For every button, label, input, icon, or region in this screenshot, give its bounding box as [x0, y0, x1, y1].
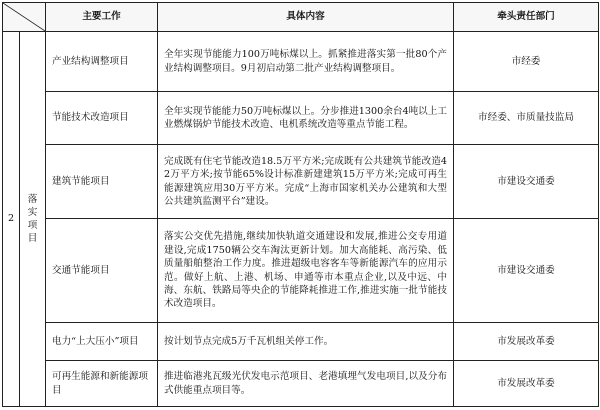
project-name: 节能技术改造项目 — [46, 92, 158, 145]
project-content: 全年实现节能能力100万吨标煤以上。抓紧推进落实第一批80个产业结构调整项目。9月初启动第二批产业结构调整项目。 — [158, 32, 454, 92]
table-row — [3, 361, 599, 407]
responsible-dept: 市建设交通委 — [454, 145, 599, 219]
project-content: 推进临港兆瓦级光伏发电示范项目、老港填埋气发电项目,以及分布式供能重点项目等。 — [158, 361, 454, 407]
diagonal-header-cell — [3, 3, 46, 32]
project-content: 按计划节点完成5万千瓦机组关停工作。 — [158, 323, 454, 361]
project-name: 建筑节能项目 — [46, 145, 158, 219]
project-name: 可再生能源和新能源项目 — [46, 361, 158, 407]
table-header-row — [3, 3, 599, 32]
responsible-dept: 市建设交通委 — [454, 219, 599, 323]
row-number: 2 — [3, 32, 20, 407]
responsible-dept: 市经委 — [454, 32, 599, 92]
table-row — [3, 145, 599, 219]
category-cell — [20, 32, 46, 407]
diagonal-line — [3, 3, 45, 31]
responsible-dept: 市发展改革委 — [454, 361, 599, 407]
table-row — [3, 219, 599, 323]
table-row — [3, 32, 599, 92]
project-name: 产业结构调整项目 — [46, 32, 158, 92]
project-name: 交通节能项目 — [46, 219, 158, 323]
project-name: 电力“上大压小”项目 — [46, 323, 158, 361]
header-dept: 牵头责任部门 — [454, 3, 599, 32]
table-row — [3, 92, 599, 145]
project-content: 全年实现节能能力50万吨标煤以上。分步推进1300余台4吨以上工业燃煤锅炉节能技术改造、电机系统改造等重点节能工程。 — [158, 92, 454, 145]
category-label: 落实项目 — [27, 194, 38, 244]
header-content: 具体内容 — [158, 3, 454, 32]
project-content: 落实公交优先措施,继续加快轨道交通建设和发展,推进公交专用道建设,完成1750辆公交车淘汰更新计划。加大高能耗、高污染、低质量船舶整治工作力度。推进超级电容客车等新能源汽车的应用示范。做好上航、上港、机场、申通等市本重点企业,以及中远、中海、东航、铁路局等央企的节能降耗推进工作,推进实施一批节能技术改造项目。 — [158, 219, 454, 323]
table-row — [3, 323, 599, 361]
header-main-work: 主要工作 — [46, 3, 158, 32]
project-content: 完成既有住宅节能改造18.5万平方米;完成既有公共建筑节能改造42万平方米;按节能65%设计标准新建建筑15万平方米;完成可再生能源建筑应用30万平方米。完成“上海市国家机关办公建筑和大型公共建筑监测平台”建设。 — [158, 145, 454, 219]
responsible-dept: 市发展改革委 — [454, 323, 599, 361]
responsible-dept: 市经委、市质量技监局 — [454, 92, 599, 145]
work-table — [2, 2, 599, 407]
